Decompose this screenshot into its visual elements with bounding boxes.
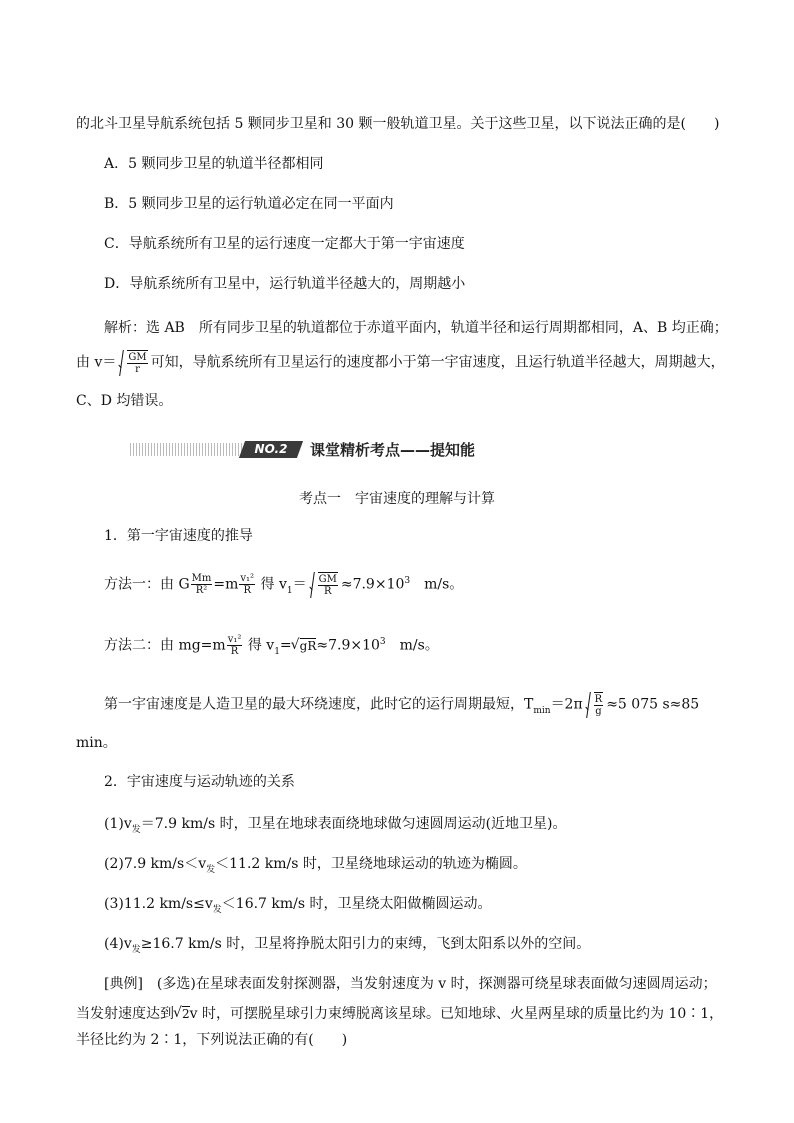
example-line-1: [典例] (多选)在星球表面发射探测器，当发射速度为 v 时，探测器可绕星球表面做匀速圆周运动； (104, 976, 717, 992)
method-1: 方法一：由 G $\frac{Mm}{\text{R²}}$ =m $\frac{\text{v₁²}}{R}$ 得 $v_1=$ $\frac{GM}{R}$ $\approx 7.9\times 10^3$ m/s。 (104, 573, 464, 597)
relation-1: $(1)v_发=7.9$ km/s 时，卫星在地球表面绕地球做匀速圆周运动(近地卫星)。 (104, 816, 567, 835)
relation-4: $(4)v_发\ge 16.7$ km/s 时，卫星将挣脱太阳引力的束缚，飞到太阳系以外的空间。 (104, 936, 591, 955)
example-line-2: 当发射速度达到√ 2v 时，可摆脱星球引力束缚脱离该星球。已知地球、火星两星球的质量比约为 10∶1， (76, 1004, 723, 1024)
relation-2: (2)7.9 $km/s<v_发<11.2$ km/s 时，卫星绕地球运动的轨迹为椭圆。 (104, 856, 527, 875)
option-b: B．5 颗同步卫星的运行轨道必定在同一平面内 (104, 196, 394, 212)
analysis-line-1: 解析：选 AB 所有同步卫星的轨道都位于赤道平面内，轨道半径和运行周期都相同，A、B 均正确； (104, 320, 728, 336)
banner-title: 课堂精析考点——提知能 (310, 441, 476, 459)
option-a: A．5 颗同步卫星的轨道半径都相同 (104, 156, 324, 172)
section-banner (130, 441, 300, 459)
section-title: 考点一 宇宙速度的理解与计算 (299, 491, 495, 507)
analysis-line-2: 由 v＝ $\frac{GM}{r}$ 可知，导航系统所有卫星运行的速度都小于第一宇宙速度，且运行轨道半径越大，周期越大， (76, 352, 725, 375)
first-cosmic-velocity-fact: 第一宇宙速度是人造卫星的最大环绕速度，此时它的运行周期最短，$T_{min}=2\pi$ $\frac{R}{g}$ ≈5 075 s≈85 (104, 694, 700, 717)
example-line-3: 半径比约为 2∶1，下列说法正确的有( ) (76, 1032, 348, 1048)
method-2: 方法二：由 mg=m $\frac{\text{v₁²}}{R}$ 得 $v_1=√$ $gR\approx 7.9\times 10^3$ m/s。 (104, 634, 439, 658)
option-d: D．导航系统所有卫星中，运行轨道半径越大的，周期越小 (104, 276, 466, 292)
subsection-2-title: 2．宇宙速度与运动轨迹的关系 (104, 774, 295, 790)
relation-3: (3)11.2 $km/s\le v_发<16.7$ km/s 时，卫星绕太阳做椭圆运动。 (104, 896, 492, 915)
subsection-1-title: 1．第一宇宙速度的推导 (104, 528, 253, 544)
option-c: C．导航系统所有卫星的运行速度一定都大于第一宇宙速度 (104, 236, 465, 252)
banner-hatch (130, 443, 245, 456)
analysis-line-3: C、D 均错误。 (76, 393, 173, 409)
first-cosmic-velocity-fact-cont: min。 (76, 735, 117, 751)
question-stem: 的北斗卫星导航系统包括 5 颗同步卫星和 30 颗一般轨道卫星。关于这些卫星，以下说法正确的是( ) (76, 116, 720, 132)
banner-badge: NO.2 (239, 441, 303, 458)
